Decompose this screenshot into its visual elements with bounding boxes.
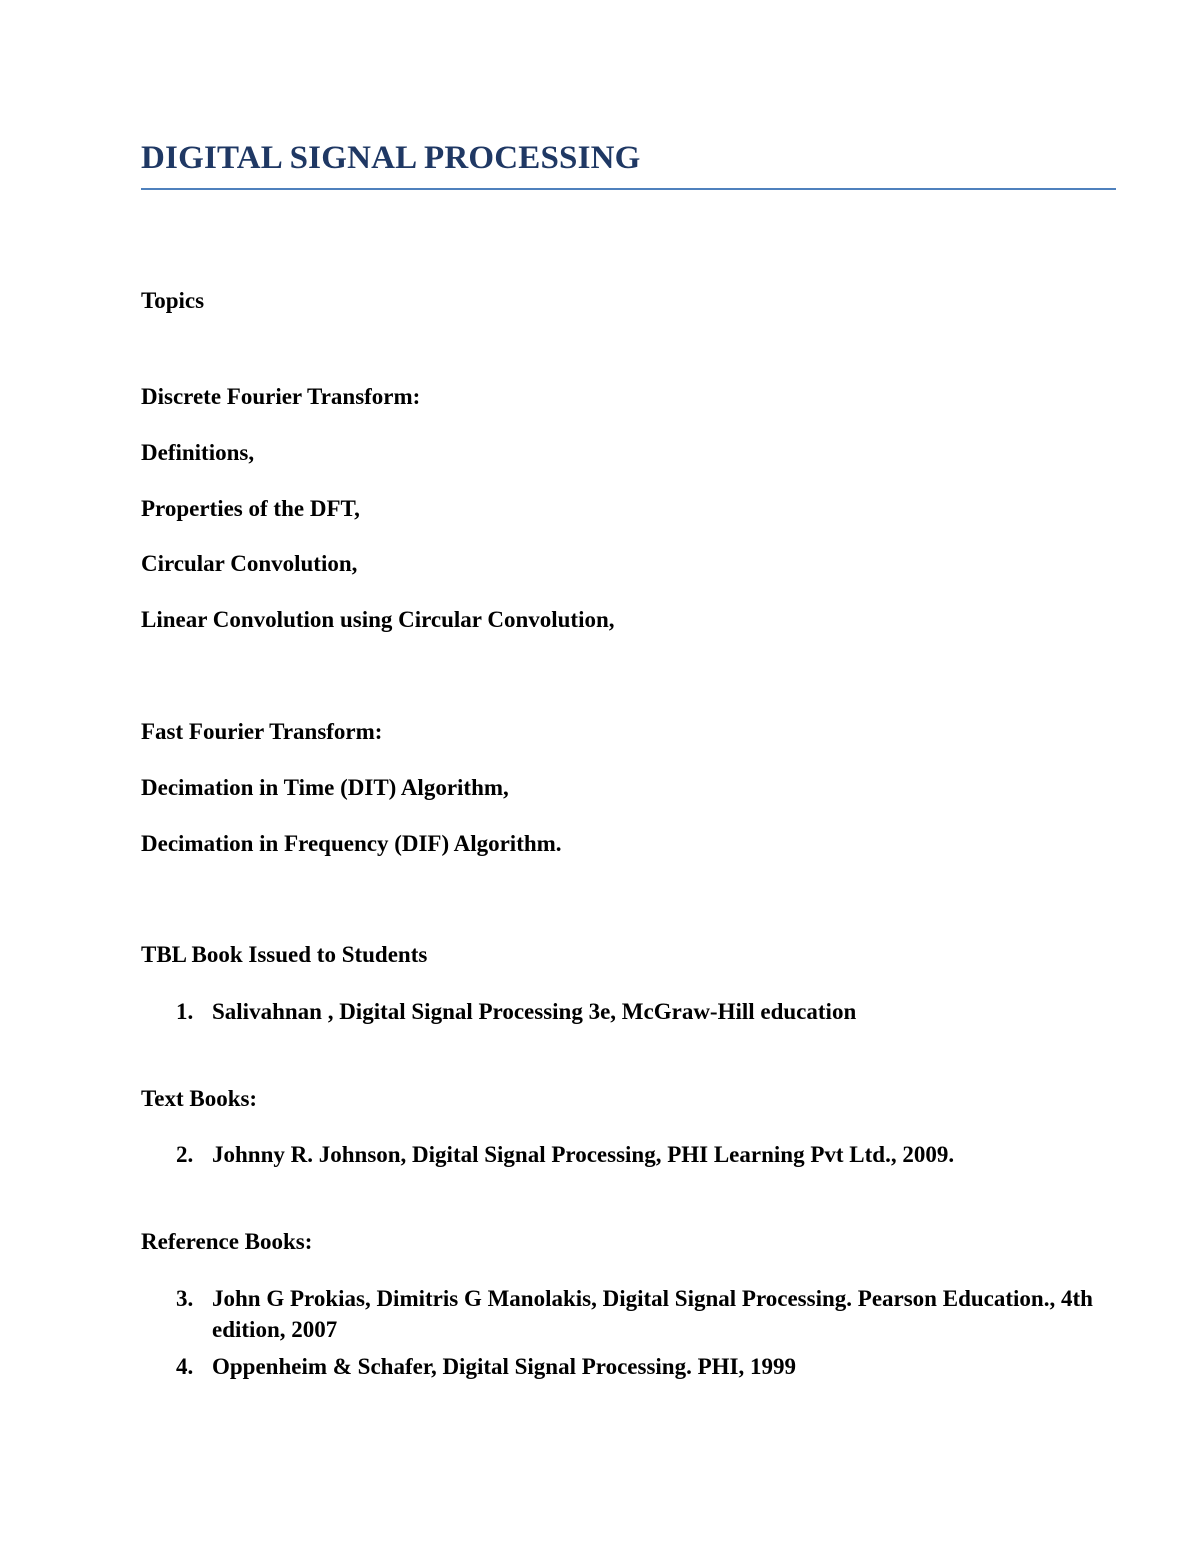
book-citation: Salivahnan , Digital Signal Processing 3e, McGraw-Hill education (212, 999, 857, 1024)
list-number: 3. (176, 1286, 194, 1311)
document-title: DIGITAL SIGNAL PROCESSING (141, 140, 641, 176)
book-citation: Johnny R. Johnson, Digital Signal Processing, PHI Learning Pvt Ltd., 2009. (212, 1142, 955, 1167)
fft-topic-item: Decimation in Frequency (DIF) Algorithm. (141, 831, 562, 856)
fft-heading: Fast Fourier Transform: (141, 719, 383, 744)
list-number: 2. (176, 1142, 194, 1167)
reference-books-heading: Reference Books: (141, 1229, 313, 1254)
dft-topic-item: Circular Convolution, (141, 551, 358, 576)
tbl-heading: TBL Book Issued to Students (141, 942, 428, 967)
dft-topic-item: Properties of the DFT, (141, 496, 360, 521)
list-number: 1. (176, 999, 194, 1024)
text-books-heading: Text Books: (141, 1086, 258, 1111)
list-number: 4. (176, 1354, 194, 1379)
book-citation: Oppenheim & Schafer, Digital Signal Processing. PHI, 1999 (212, 1354, 796, 1379)
dft-topic-item: Definitions, (141, 440, 255, 465)
dft-heading: Discrete Fourier Transform: (141, 384, 421, 409)
dft-topic-item: Linear Convolution using Circular Convolution, (141, 607, 615, 632)
title-underline (141, 188, 1116, 190)
fft-topic-item: Decimation in Time (DIT) Algorithm, (141, 775, 509, 800)
book-citation: John G Prokias, Dimitris G Manolakis, Digital Signal Processing. Pearson Education., 4th edition, 2007 (212, 1286, 1093, 1342)
topics-heading: Topics (141, 288, 205, 313)
